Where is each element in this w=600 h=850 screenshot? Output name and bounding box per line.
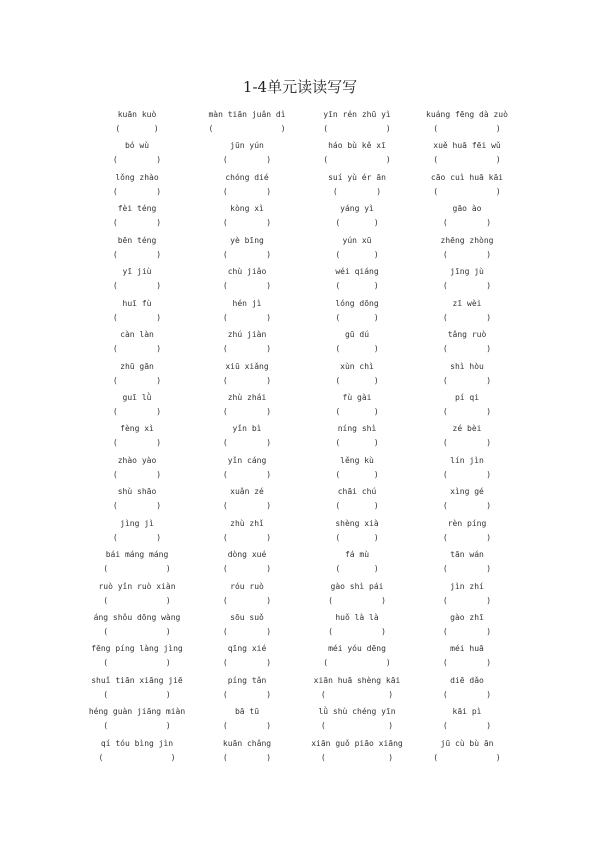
answer-blank: ( ) (320, 752, 394, 762)
worksheet-title: 1-4单元读读写写 (242, 78, 358, 96)
vocab-item (412, 611, 522, 642)
pinyin-text: ruò yǐn ruò xiàn (98, 581, 176, 591)
vocab-item (302, 234, 412, 265)
pinyin-text: shì hòu (450, 361, 484, 371)
pinyin-text: zhēng zhòng (440, 235, 494, 245)
vocab-item (82, 328, 192, 359)
vocab-item (302, 485, 412, 516)
answer-blank: ( ) (222, 501, 272, 511)
vocab-item (302, 391, 412, 422)
pinyin-text: chóng dié (225, 172, 269, 182)
vocab-item (302, 265, 412, 296)
answer-blank: ( ) (112, 438, 162, 448)
pinyin-text: gū dú (344, 330, 370, 340)
pinyin-text: tān wán (450, 550, 484, 560)
vocab-item (82, 705, 192, 736)
pinyin-text: méi yóu dēng (328, 644, 386, 654)
answer-blank: ( ) (103, 564, 171, 574)
pinyin-text: xiān guǒ piāo xiāng (311, 738, 403, 748)
answer-blank: ( ) (112, 469, 162, 479)
answer-blank: ( ) (442, 344, 492, 354)
vocab-item (192, 265, 302, 296)
vocab-item (412, 737, 522, 768)
pinyin-text: dòng xué (227, 550, 267, 560)
pinyin-text: qīng xié (227, 644, 267, 654)
answer-blank: ( ) (112, 186, 162, 196)
answer-blank: ( ) (112, 344, 162, 354)
vocab-item (302, 202, 412, 233)
pinyin-text: xùn chì (340, 361, 374, 371)
pinyin-text: xiān huā shèng kāi (313, 675, 401, 685)
answer-blank: ( ) (442, 218, 492, 228)
answer-blank: ( ) (222, 689, 272, 699)
vocab-item (192, 454, 302, 485)
vocab-item (82, 548, 192, 579)
answer-blank: ( ) (335, 532, 379, 542)
answer-blank: ( ) (222, 627, 272, 636)
vocab-item (302, 171, 412, 202)
vocab-item (412, 580, 522, 611)
pinyin-text: jìng jì (120, 518, 154, 528)
pinyin-text: yáng yì (340, 204, 374, 214)
pinyin-text: sōu suǒ (230, 613, 264, 622)
answer-blank: ( ) (222, 564, 272, 574)
vocab-item (302, 548, 412, 579)
vocab-item (82, 234, 192, 265)
vocab-item (82, 580, 192, 611)
pinyin-text: yǐn cáng (227, 455, 267, 465)
vocab-item (192, 548, 302, 579)
answer-blank: ( ) (335, 249, 379, 259)
pinyin-text: lěng kù (340, 455, 374, 465)
vocab-item (412, 517, 522, 548)
pinyin-text: diē dǎo (450, 675, 484, 685)
answer-blank: ( ) (442, 249, 492, 259)
pinyin-text: hén jì (232, 298, 262, 308)
vocab-item (192, 391, 302, 422)
vocab-grid (82, 108, 522, 768)
answer-blank: ( ) (442, 501, 492, 511)
answer-blank: ( ) (222, 658, 272, 668)
answer-blank: ( ) (103, 627, 171, 636)
pinyin-text: huǒ là là (335, 613, 379, 622)
vocab-item (192, 485, 302, 516)
pinyin-text: fèng xì (120, 424, 154, 434)
pinyin-text: yè bīng (230, 235, 264, 245)
pinyin-text: càn làn (120, 330, 154, 340)
vocab-item (82, 517, 192, 548)
pinyin-text: kuān chǎng (222, 738, 272, 748)
pinyin-text: jīng jù (450, 267, 484, 277)
vocab-item (192, 580, 302, 611)
answer-blank: ( ) (222, 532, 272, 542)
answer-blank: ( ) (222, 249, 272, 259)
pinyin-text: xuě huā fēi wǔ (433, 141, 501, 151)
answer-blank: ( ) (335, 344, 379, 354)
pinyin-text: zhù zhǐ (230, 518, 264, 528)
pinyin-text: kuān kuò (117, 110, 157, 119)
answer-blank: ( ) (222, 469, 272, 479)
pinyin-text: gāo ào (452, 204, 482, 214)
vocab-item (302, 580, 412, 611)
pinyin-text: méi huā (450, 644, 484, 654)
answer-blank: ( ) (103, 689, 171, 699)
pinyin-text: lín jìn (450, 455, 484, 465)
vocab-item (302, 517, 412, 548)
pinyin-text: kuáng fēng dà zuò (426, 110, 508, 119)
answer-blank: ( ) (335, 501, 379, 511)
answer-blank: ( ) (103, 658, 171, 668)
answer-blank: ( ) (222, 438, 272, 448)
vocab-item (82, 171, 192, 202)
answer-blank: ( ) (328, 627, 386, 636)
vocab-item (192, 234, 302, 265)
vocab-item (412, 234, 522, 265)
vocab-item (82, 391, 192, 422)
answer-blank: ( ) (332, 186, 382, 196)
answer-blank: ( ) (433, 186, 501, 196)
pinyin-text: jū cù bù ān (440, 738, 494, 748)
vocab-item (192, 674, 302, 705)
vocab-item (302, 139, 412, 170)
answer-blank: ( ) (335, 564, 379, 574)
answer-blank: ( ) (112, 406, 162, 416)
answer-blank: ( ) (323, 124, 391, 133)
answer-blank: ( ) (222, 218, 272, 228)
answer-blank: ( ) (112, 532, 162, 542)
pinyin-text: zhù zhái (227, 392, 267, 402)
vocab-item (412, 139, 522, 170)
pinyin-text: wéi qiáng (335, 267, 379, 277)
answer-blank: ( ) (112, 218, 162, 228)
answer-blank: ( ) (335, 375, 379, 385)
answer-blank: ( ) (222, 344, 272, 354)
vocab-item (412, 328, 522, 359)
pinyin-text: yún xū (342, 235, 372, 245)
answer-blank: ( ) (112, 249, 162, 259)
answer-blank: ( ) (442, 721, 492, 731)
answer-blank: ( ) (222, 406, 272, 416)
vocab-item (412, 202, 522, 233)
pinyin-text: jìn zhí (450, 581, 484, 591)
vocab-item (302, 454, 412, 485)
pinyin-text: zhú jiàn (227, 330, 267, 340)
vocab-item (192, 642, 302, 673)
answer-blank: ( ) (442, 281, 492, 291)
vocab-item (302, 422, 412, 453)
vocab-item (82, 611, 192, 642)
answer-blank: ( ) (442, 438, 492, 448)
pinyin-text: chù jiǎo (227, 267, 267, 277)
answer-blank: ( ) (335, 281, 379, 291)
vocab-item (192, 328, 302, 359)
answer-blank: ( ) (442, 658, 492, 668)
pinyin-text: kòng xì (230, 204, 264, 214)
vocab-item (412, 422, 522, 453)
pinyin-text: kāi pì (452, 707, 482, 717)
answer-blank: ( ) (115, 124, 159, 133)
answer-blank: ( ) (103, 721, 171, 731)
vocab-item (82, 139, 192, 170)
pinyin-text: bā tū (234, 707, 260, 717)
pinyin-text: huī fù (122, 298, 152, 308)
pinyin-text: shèng xià (335, 518, 379, 528)
answer-blank: ( ) (442, 595, 492, 605)
answer-blank: ( ) (112, 281, 162, 291)
answer-blank: ( ) (335, 218, 379, 228)
pinyin-text: gào shì pái (330, 581, 384, 591)
vocab-item (302, 360, 412, 391)
vocab-item (82, 265, 192, 296)
answer-blank: ( ) (433, 124, 501, 133)
answer-blank: ( ) (335, 438, 379, 448)
vocab-item (192, 202, 302, 233)
vocab-item (192, 360, 302, 391)
vocab-item (412, 171, 522, 202)
pinyin-text: zhū gān (120, 361, 154, 371)
answer-blank: ( ) (442, 469, 492, 479)
answer-blank: ( ) (222, 375, 272, 385)
pinyin-text: níng shì (337, 424, 377, 434)
pinyin-text: zhào yào (117, 455, 157, 465)
answer-blank: ( ) (328, 595, 386, 605)
answer-blank: ( ) (112, 501, 162, 511)
vocab-item (82, 297, 192, 328)
vocab-item (82, 485, 192, 516)
pinyin-text: háo bù kě xī (328, 141, 386, 151)
pinyin-text: héng guàn jiāng miàn (88, 707, 186, 717)
answer-blank: ( ) (433, 752, 501, 762)
answer-blank: ( ) (98, 752, 176, 762)
pinyin-text: pí qi (454, 392, 480, 402)
answer-blank: ( ) (222, 312, 272, 322)
pinyin-text: fù gài (342, 392, 372, 402)
vocab-item (302, 611, 412, 642)
vocab-item (412, 642, 522, 673)
vocab-item (82, 642, 192, 673)
vocab-item (82, 422, 192, 453)
vocab-item (412, 360, 522, 391)
vocab-item (302, 642, 412, 673)
vocab-item (192, 705, 302, 736)
vocab-item (412, 108, 522, 139)
answer-blank: ( ) (442, 564, 492, 574)
vocab-item (82, 202, 192, 233)
vocab-item (412, 674, 522, 705)
vocab-item (82, 360, 192, 391)
pinyin-text: yī jiù (122, 267, 152, 277)
pinyin-text: róu ruò (230, 581, 264, 591)
vocab-item (192, 171, 302, 202)
answer-blank: ( ) (112, 312, 162, 322)
answer-blank: ( ) (323, 658, 391, 668)
pinyin-text: rèn píng (447, 518, 487, 528)
vocab-item (412, 265, 522, 296)
answer-blank: ( ) (103, 595, 171, 605)
vocab-item (192, 108, 302, 139)
vocab-item (82, 108, 192, 139)
pinyin-text: xiū xiǎng (225, 361, 269, 371)
vocab-item (412, 705, 522, 736)
vocab-item (412, 485, 522, 516)
pinyin-text: chāi chú (337, 487, 377, 497)
answer-blank: ( ) (222, 281, 272, 291)
vocab-item (302, 674, 412, 705)
vocab-item (82, 454, 192, 485)
pinyin-text: lóng dōng (335, 298, 379, 308)
pinyin-text: fèi téng (117, 204, 157, 214)
pinyin-text: tǎng ruò (447, 330, 487, 340)
answer-blank: ( ) (433, 155, 501, 165)
vocab-item (192, 611, 302, 642)
pinyin-text: xìng gé (450, 487, 484, 497)
pinyin-text: cāo cuì huā kāi (430, 172, 504, 182)
pinyin-text: suí yù ér ān (328, 172, 386, 182)
pinyin-text: qí tóu bìng jìn (100, 738, 174, 748)
vocab-item (412, 391, 522, 422)
answer-blank: ( ) (222, 186, 272, 196)
vocab-item (302, 328, 412, 359)
answer-blank: ( ) (320, 721, 394, 731)
pinyin-text: píng tǎn (227, 675, 267, 685)
pinyin-text: guī lǜ (122, 392, 152, 402)
answer-blank: ( ) (442, 406, 492, 416)
pinyin-text: áng shǒu dōng wàng (93, 613, 181, 622)
pinyin-text: fēng píng làng jìng (91, 644, 183, 654)
pinyin-text: shù shāo (117, 487, 157, 497)
vocab-item (412, 297, 522, 328)
answer-blank: ( ) (112, 155, 162, 165)
answer-blank: ( ) (222, 752, 272, 762)
vocab-item (192, 737, 302, 768)
vocab-item (192, 297, 302, 328)
pinyin-text: yǐn bì (232, 424, 262, 434)
pinyin-text: zé bèi (452, 424, 482, 434)
vocab-item (192, 139, 302, 170)
pinyin-text: yīn rén zhū yì (323, 110, 391, 119)
answer-blank: ( ) (208, 124, 286, 133)
pinyin-text: gào zhī (450, 613, 484, 622)
vocab-item (302, 705, 412, 736)
vocab-item (82, 674, 192, 705)
pinyin-text: jūn yún (230, 141, 264, 151)
answer-blank: ( ) (335, 469, 379, 479)
answer-blank: ( ) (320, 689, 394, 699)
pinyin-text: màn tiān juǎn dì (208, 110, 286, 119)
vocab-item (192, 517, 302, 548)
answer-blank: ( ) (335, 312, 379, 322)
vocab-item (412, 548, 522, 579)
pinyin-text: zī wèi (452, 298, 482, 308)
answer-blank: ( ) (442, 312, 492, 322)
vocab-item (192, 422, 302, 453)
pinyin-text: shuǐ tiān xiāng jiē (91, 675, 183, 685)
answer-blank: ( ) (442, 532, 492, 542)
answer-blank: ( ) (112, 375, 162, 385)
answer-blank: ( ) (442, 689, 492, 699)
vocab-item (302, 108, 412, 139)
answer-blank: ( ) (222, 155, 272, 165)
answer-blank: ( ) (222, 721, 272, 731)
answer-blank: ( ) (323, 155, 391, 165)
answer-blank: ( ) (442, 375, 492, 385)
answer-blank: ( ) (335, 406, 379, 416)
pinyin-text: xuǎn zé (230, 487, 264, 497)
vocab-item (82, 737, 192, 768)
vocab-item (302, 737, 412, 768)
vocab-item (412, 454, 522, 485)
vocab-item (302, 297, 412, 328)
pinyin-text: bái máng máng (105, 550, 169, 560)
pinyin-text: lǒng zhào (115, 172, 159, 182)
answer-blank: ( ) (222, 595, 272, 605)
pinyin-text: bēn téng (117, 235, 157, 245)
pinyin-text: fá mù (344, 550, 370, 560)
pinyin-text: bó wù (124, 141, 150, 151)
pinyin-text: lǜ shù chéng yīn (318, 707, 396, 717)
answer-blank: ( ) (442, 627, 492, 636)
